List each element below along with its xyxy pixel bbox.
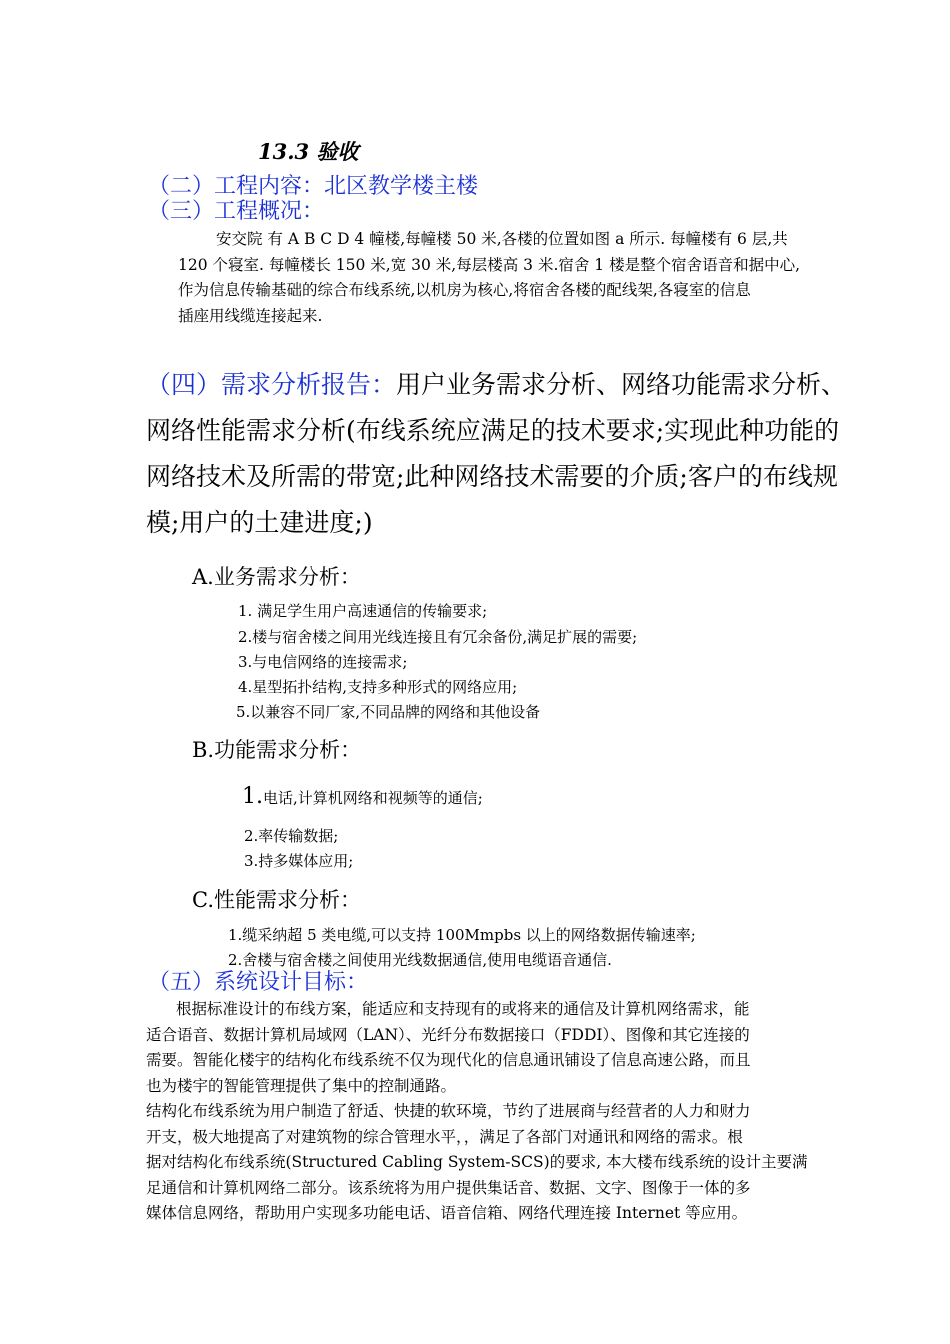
design-goals-paragraph: [146, 997, 808, 1227]
section-4-block: [146, 362, 846, 546]
paragraph-line: 足通信和计算机网络二部分。该系统将为用户提供集话音、数据、文字、图像于一体的多: [146, 1178, 751, 1197]
paragraph-line: 需要。智能化楼宇的结构化布线系统不仅为现代化的信息通讯铺设了信息高速公路，而且: [146, 1051, 751, 1069]
overview-paragraph: [178, 227, 818, 329]
section-4-line: 网络性能需求分析(布线系统应满足的技术要求;实现此种功能的: [146, 416, 840, 445]
list-item: 2.楼与宿舍楼之间用光线连接且有冗余备份,满足扩展的需要;: [238, 628, 638, 646]
section-4-line: [146, 362, 846, 408]
list-item: 3.持多媒体应用;: [244, 852, 354, 870]
paragraph-line: 开支，极大地提高了对建筑物的综合管理水平，，满足了各部门对通讯和网络的需求。根: [146, 1127, 743, 1146]
list-item: 4.星型拓扑结构,支持多种形式的网络应用;: [238, 678, 518, 696]
section-3-heading: （三）工程概况：: [148, 199, 325, 224]
list-item: 1.缆采纳超 5 类电缆,可以支持 100Mmpbs 以上的网络数据传输速率;: [228, 926, 696, 944]
list-item: 2.率传输数据;: [244, 827, 339, 845]
paragraph-line: 根据标准设计的布线方案，能适应和支持现有的或将来的通信及计算机网络需求，能: [176, 1000, 750, 1018]
section-4-text: 用户业务需求分析、网络功能需求分析、: [396, 370, 847, 399]
overview-line: 插座用线缆连接起来.: [178, 306, 323, 325]
part-a-heading: A.业务需求分析：: [192, 565, 361, 589]
overview-line: 安交院 有 A B C D 4 幢楼,每幢楼 50 米,各楼的位置如图 a 所示. 每幢楼有 6 层,共: [216, 230, 788, 248]
list-item: 3.与电信网络的连接需求;: [238, 653, 408, 671]
overview-line: 120 个寝室. 每幢楼长 150 米,宽 30 米,每层楼高 3 米.宿舍 1 楼是整个宿舍语音和据中心,: [178, 255, 801, 274]
part-b-heading: B.功能需求分析：: [192, 738, 362, 762]
list-item: 1. 满足学生用户高速通信的传输要求;: [238, 602, 488, 620]
list-item: 2.舍楼与宿舍楼之间使用光线数据通信,使用电缆语音通信.: [228, 951, 612, 969]
section-4-label: （四）需求分析报告：: [146, 370, 397, 399]
list-item: 5.以兼容不同厂家,不同品牌的网络和其他设备: [236, 703, 541, 721]
section-2-value: 北区教学楼主楼: [324, 174, 479, 199]
paragraph-line: 媒体信息网络，帮助用户实现多功能电话、语音信箱、网络代理连接 Internet 等应用。: [146, 1204, 748, 1222]
list-item-text: 电话,计算机网络和视频等的通信;: [263, 789, 483, 807]
section-2-heading: [148, 174, 478, 200]
section-4-line: 网络技术及所需的带宽;此种网络技术需要的介质;客户的布线规: [146, 462, 838, 491]
paragraph-line: 适合语音、数据计算机局域网（LAN）、光纤分布数据接口（FDDI）、图像和其它连接的: [146, 1025, 750, 1044]
overview-line: 作为信息传输基础的综合布线系统,以机房为核心,将宿舍各楼的配线架,各寝室的信息: [178, 281, 751, 299]
page-title: 13.3 验收: [258, 139, 359, 164]
section-2-label: （二）工程内容：: [148, 174, 325, 199]
paragraph-line: 据对结构化布线系统(Structured Cabling System-SCS)的要求, 本大楼布线系统的设计主要满: [146, 1153, 808, 1171]
section-4-line: 模;用户的土建进度;): [146, 508, 373, 537]
paragraph-line: 也为楼宇的智能管理提供了集中的控制通路。: [146, 1076, 457, 1095]
paragraph-line: 结构化布线系统为用户制造了舒适、快捷的软环境，节约了进展商与经营者的人力和财力: [146, 1102, 751, 1120]
section-5-heading: （五）系统设计目标：: [148, 970, 369, 995]
list-item-number: 1.: [242, 784, 263, 809]
list-item: [242, 784, 483, 809]
part-c-heading: C.性能需求分析：: [192, 888, 361, 912]
